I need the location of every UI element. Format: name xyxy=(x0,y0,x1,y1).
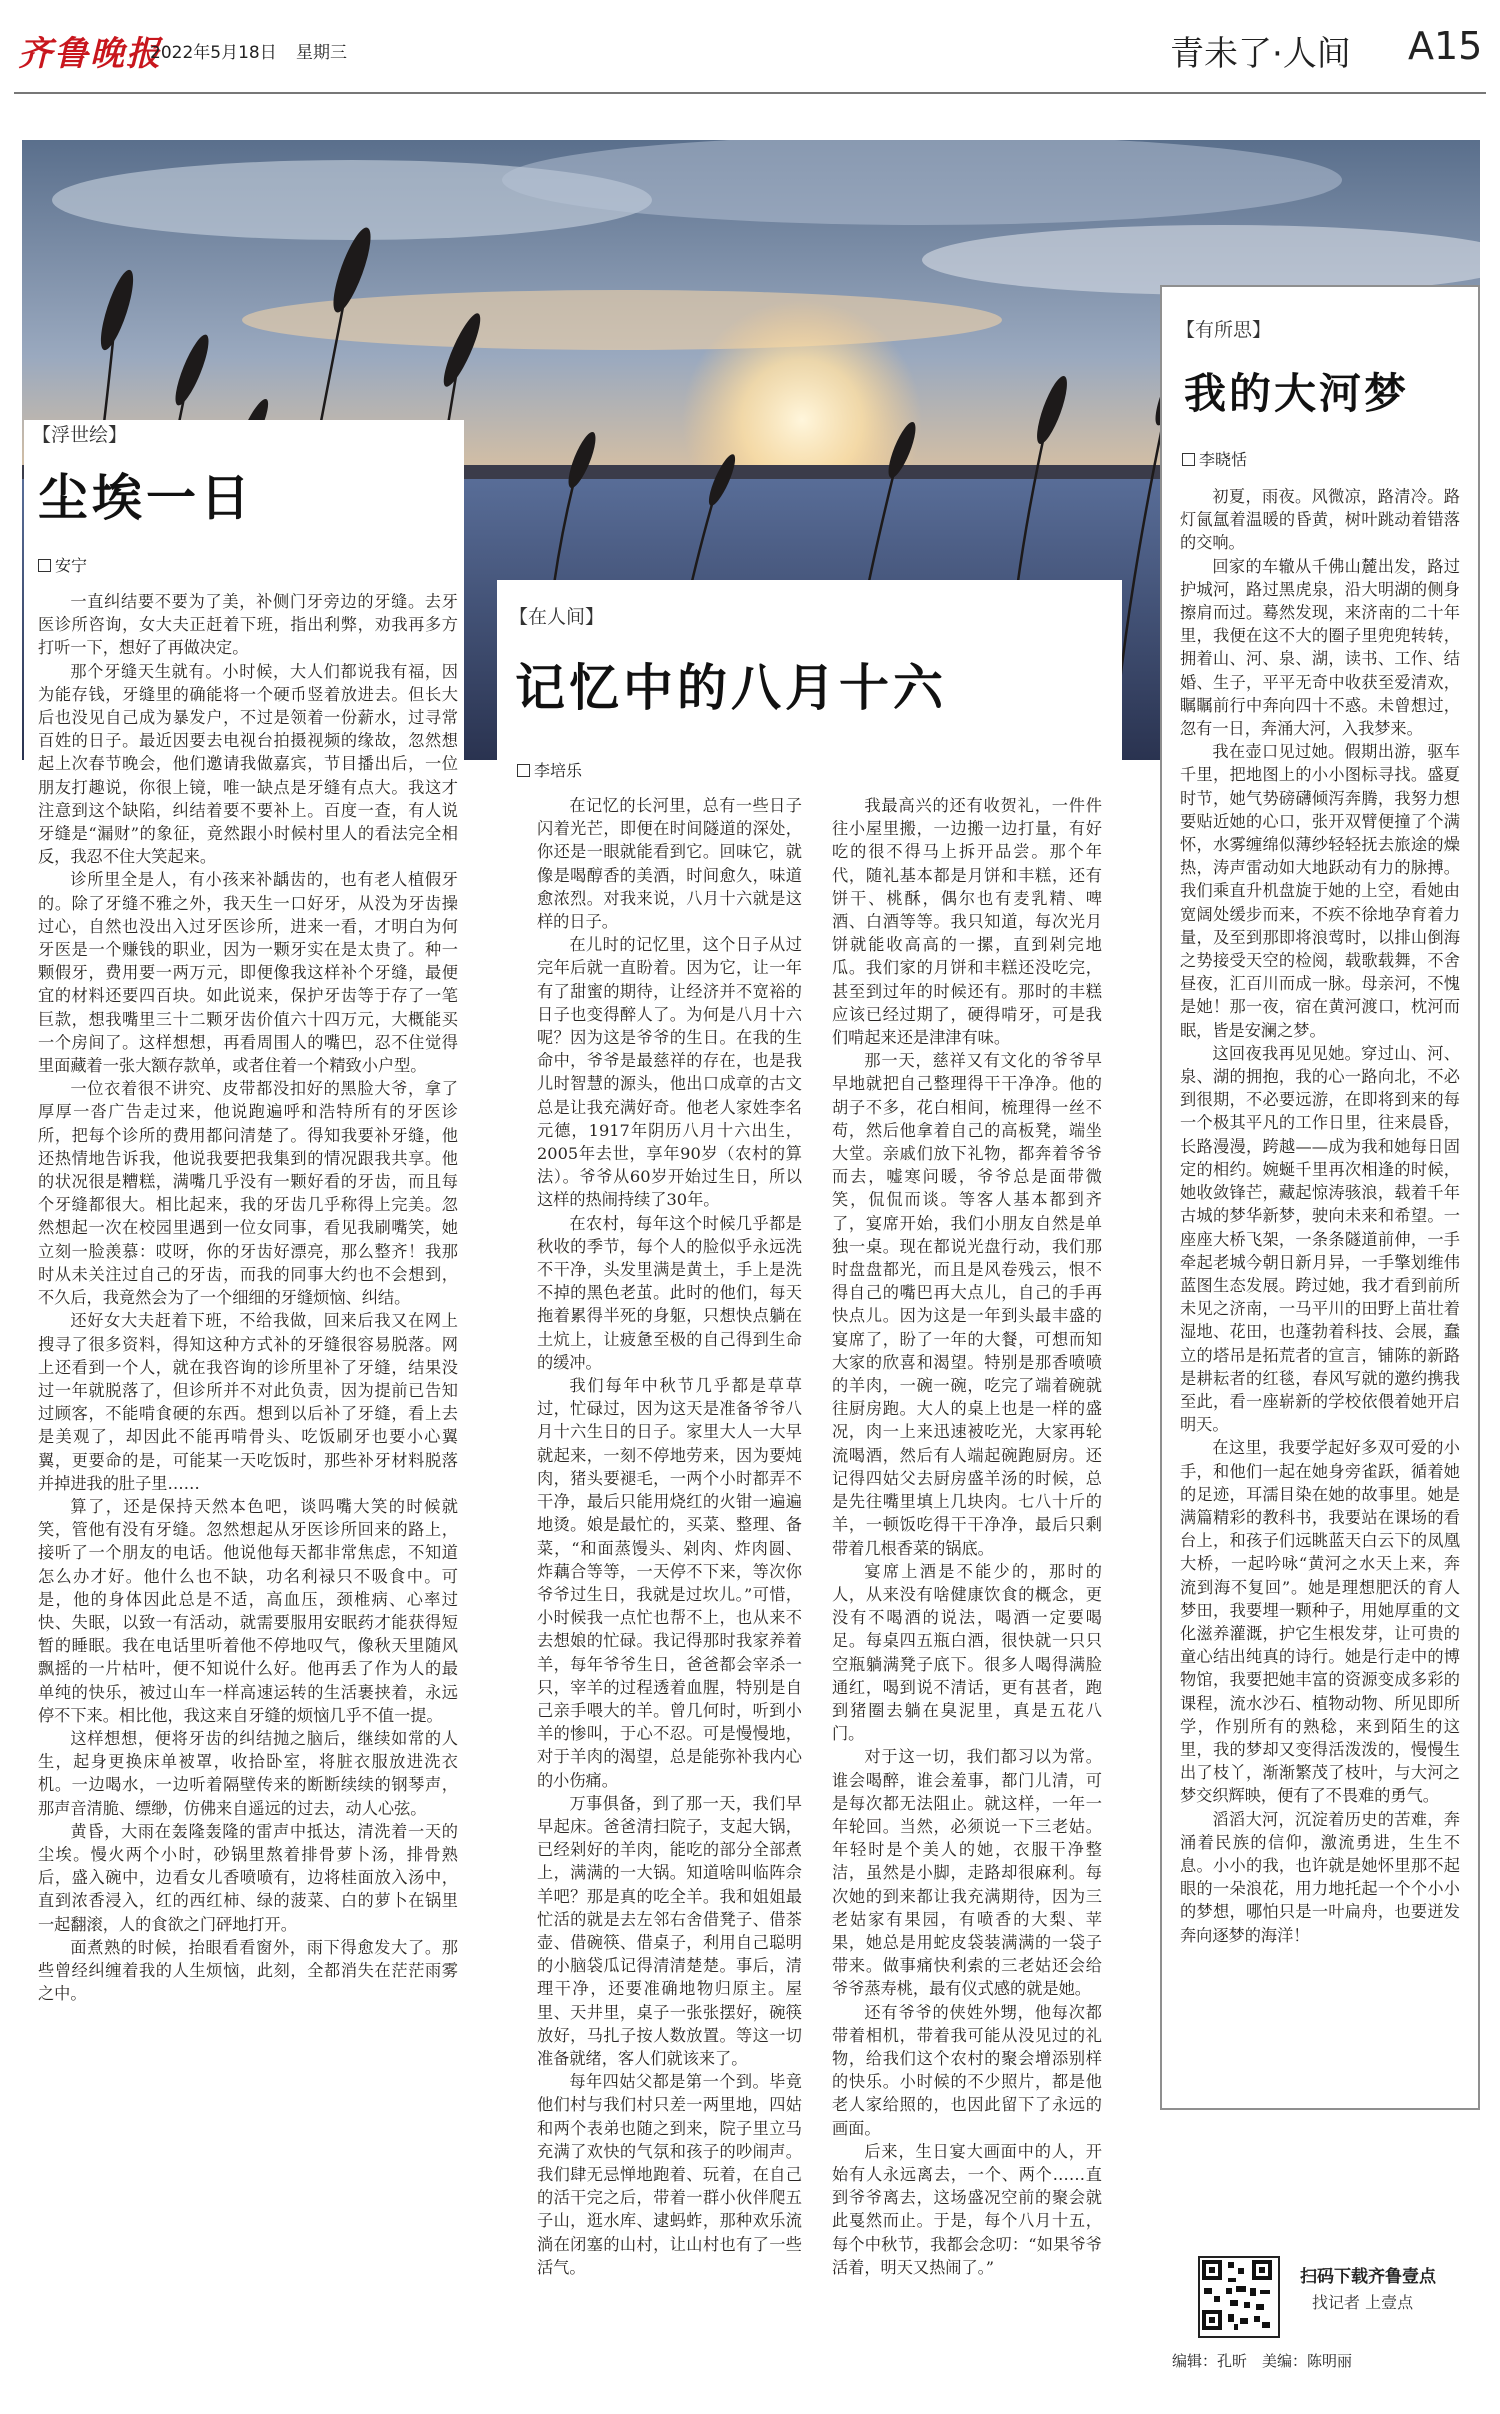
paragraph: 后来，生日宴大画面中的人，开始有人永远离去，一个、两个……直到爷爷离去，这场盛况空前的聚会就此戛然而止。于是，每个八月十五，每个中秋节，我都会念叨：“如果爷爷活着，明天又热闹了。” xyxy=(832,2141,1102,2277)
paragraph: 一直纠结要不要为了美，补侧门牙旁边的牙缝。去牙医诊所咨询，女大夫正赶着下班，指出利弊，劝我再多方打听一下，想好了再做决定。 xyxy=(38,592,458,658)
paragraph: 我在壶口见过她。假期出游，驱车千里，把地图上的小小图标寻找。盛夏时节，她气势磅礴倾泻奔腾，我努力想要贴近她的心口，张开双臂便撞了个满怀，水雾缠绵似薄纱轻轻抚去旅途的燥热，涛声雷动如大地跃动有力的脉搏。我们乘直升机盘旋于她的上空，看她由宽阔处缓步而来，不疾不徐地孕育着力量，及至到那即将浪莺时，以排山倒海之势接受天空的检阅，载歌载舞，不舍昼夜，汇百川而成一脉。母亲河，不愧是她！那一夜，宿在黄河渡口，枕河而眠，皆是安澜之梦。 xyxy=(1180,742,1460,1040)
article-body-left-column xyxy=(537,794,802,2384)
article-dust-day xyxy=(24,420,464,2395)
paragraph: 在农村，每年这个时候几乎都是秋收的季节，每个人的脸似乎永远洗不干净，头发里满是黄土，手上是洗不掉的黑色老茧。此时的他们，每天拖着累得半死的身躯，只想快点躺在土炕上，让疲惫至极的自己得到生命的缓冲。 xyxy=(537,1213,802,1372)
paragraph: 对于这一切，我们都习以为常。谁会喝醉，谁会羞事，都门儿清，可是每次都无法阻止。就这样，一年一年轮回。当然，必须说一下三老姑。年轻时是个美人的她，衣服干净整洁，虽然是小脚，走路却很麻利。每次她的到来都让我充满期待，因为三老姑家有果园，有喷香的大梨、苹果，她总是用蛇皮袋装满满的一袋子带来。做事痛快利索的三老姑还会给爷爷蒸寿桃，最有仪式感的就是她。 xyxy=(832,1747,1102,1999)
paragraph: 在儿时的记忆里，这个日子从过完年后就一直盼着。因为它，让一年有了甜蜜的期待，让经济并不宽裕的日子也变得醉人了。为何是八月十六呢？因为这是爷爷的生日。在我的生命中，爷爷是最慈祥的存在，也是我儿时智慧的源头，他出口成章的古文总是让我充满好奇。他老人家姓李名元德，1917年阴历八月十六出生，2005年去世，享年90岁（农村的算法）。爷爷从60岁开始过生日，所以这样的热闹持续了30年。 xyxy=(537,935,802,1210)
paragraph: 面煮熟的时候，抬眼看看窗外，雨下得愈发大了。那些曾经纠缠着我的人生烦恼，此刻，全都消失在茫茫雨雾之中。 xyxy=(38,1937,458,2004)
paragraph: 在记忆的长河里，总有一些日子闪着光芒，即便在时间隧道的深处，你还是一眼就能看到它。回味它，就像是喝醇香的美酒，时间愈久，味道愈浓烈。对我来说，八月十六就是这样的日子。 xyxy=(537,796,802,932)
paragraph: 诊所里全是人，有小孩来补龋齿的，也有老人植假牙的。除了牙缝不雅之外，我天生一口好牙，从没为牙齿操过心，自然也没出入过牙医诊所，进来一看，才明白为何牙医是一个赚钱的职业，因为一颗牙实在是太贵了。种一颗假牙，费用要一两万元，即便像我这样补个牙缝，最便宜的材料还要四百块。如此说来，保护牙齿等于存了一笔巨款，想我嘴里三十二颗牙齿价值六十四万元，大概能买一个房间了。这样想想，再看周围人的嘴巴，忍不住觉得里面藏着一张大额存款单，或者住着一个精致小户型。 xyxy=(38,870,458,1076)
article-body xyxy=(38,590,458,2385)
article-title: 我的大河梦 xyxy=(1184,369,1410,418)
article-river-dream xyxy=(1160,285,1480,2110)
paragraph: 滔滔大河，沉淀着历史的苦难，奔涌着民族的信仰，激流勇进，生生不息。小小的我，也许就是她怀里那不起眼的一朵浪花，用力地托起一个个小小的梦想，哪怕只是一叶扁舟，也要迸发奔向逐梦的海洋！ xyxy=(1180,1809,1460,1945)
qr-code-icon xyxy=(1200,2258,1274,2332)
article-author: 安宁 xyxy=(38,553,87,576)
section-name: 青未了·人间 xyxy=(1170,34,1351,74)
paragraph: 算了，还是保持天然本色吧，谈吗嘴大笑的时候就笑，管他有没有牙缝。忽然想起从牙医诊所回来的路上，接听了一个朋友的电话。他说他每天都非常焦虑，不知道怎么办才好。他什么也不缺，功名利禄只不吸食中。可是，他的身体因此总是不适，高血压，颈椎病、心率过快、失眠，以致一有活动，就需要服用安眠药才能获得短暂的睡眠。我在电话里听着他不停地叹气，像秋天里随风飘摇的一片枯叶，便不知说什么好。他再丢了作为人的最单纯的快乐，被过山车一样高速运转的生活裹挟着，永远停不下来。相比他，我这来自牙缝的烦恼几乎不值一提。 xyxy=(38,1496,458,1725)
paragraph: 还有爷爷的侠姓外甥，他每次都带着相机，带着我可能从没见过的礼物，给我们这个农村的聚会增添别样的快乐。小时候的不少照片，都是他老人家给照的，也因此留下了永远的画面。 xyxy=(832,2002,1102,2138)
page-number: A15 xyxy=(1408,24,1483,68)
paragraph: 那一天，慈祥又有文化的爷爷早早地就把自己整理得干干净净。他的胡子不多，花白相间，梳理得一丝不苟，然后他拿着自己的高板凳，端坐大堂。亲戚们放下礼物，都奔着爷爷而去，嘘寒问暖，爷爷总是面带微笑，侃侃而谈。等客人基本都到齐了，宴席开始，我们小朋友自然是单独一桌。现在都说光盘行动，我们那时盘盘都光，而且是风卷残云，恨不得自己的嘴巴再大点儿，自己的手再快点儿。因为这是一年到头最丰盛的宴席了，盼了一年的大餐，可想而知大家的欣喜和渴望。特别是那香喷喷的羊肉，一碗一碗，吃完了端着碗就往厨房跑。大人的桌上也是一样的盛况，肉一上来迅速被吃光，大家再轮流喝酒，然后有人端起碗跑厨房。还记得四姑父去厨房盛羊汤的时候，总是先往嘴里填上几块肉。七八十斤的羊，一顿饭吃得干干净净，最后只剩带着几根香菜的锅底。 xyxy=(832,1051,1102,1558)
header-rule xyxy=(14,92,1486,94)
paragraph: 万事俱备，到了那一天，我们早早起床。爸爸清扫院子，支起大锅，已经剁好的羊肉，能吃的部分全部煮上，满满的一大锅。知道啥叫临阵佘羊吧？那是真的吃全羊。我和姐姐最忙活的就是去左邻右舍借凳子、借茶壶、借碗筷、借桌子，利用自己聪明的小脑袋瓜记得清清楚楚。事后，清理干净，还要准确地物归原主。屋里、天井里，桌子一张张摆好，碗筷放好，马扎子按人数放置。等这一切准备就绪，客人们就该来了。 xyxy=(537,1793,802,2068)
article-title: 尘埃一日 xyxy=(38,468,254,527)
issue-date: 2022年5月18日 xyxy=(150,43,277,63)
article-august-sixteenth xyxy=(497,580,1122,2395)
masthead xyxy=(0,0,1500,110)
paragraph: 我最高兴的还有收贺礼，一件件往小屋里搬，一边搬一边打量，有好吃的很不得马上拆开品尝。那个年代，随礼基本都是月饼和丰糕，还有饼干、桃酥，偶尔也有麦乳精、啤酒、白酒等等。我只知道，每次光月饼就能收高高的一摞，直到剁完地瓜。我们家的月饼和丰糕还没吃完，甚至到过年的时候还有。那时的丰糕应该已经过期了，硬得啃牙，可是我们啃起来还是津津有味。 xyxy=(832,796,1102,1048)
article-author: 李晓恬 xyxy=(1182,447,1247,470)
issue-weekday: 星期三 xyxy=(296,43,347,63)
article-column-tag: 【浮世绘】 xyxy=(32,424,128,446)
paragraph: 每年四姑父都是第一个到。毕竟他们村与我们村只差一两里地，四姑和两个表弟也随之到来，院子里立马充满了欢快的气氛和孩子的吵闹声。我们肆无忌惮地跑着、玩着，在自己的活干完之后，带着一群小伙伴爬五子山，逛水库、逮蚂蚱，那种欢乐流淌在闭塞的山村，让山村也有了一些活气。 xyxy=(537,2072,802,2277)
newspaper-logo: 齐鲁晚报 xyxy=(18,34,162,74)
editor-credits: 编辑：孔昕 美编：陈明丽 xyxy=(1172,2352,1353,2370)
paragraph: 初夏，雨夜。风微凉，路清冷。路灯氤氲着温暖的昏黄，树叶跳动着错落的交响。 xyxy=(1180,487,1460,553)
article-body-right-column xyxy=(832,794,1102,2384)
paragraph: 在这里，我要学起好多双可爱的小手，和他们一起在她身旁雀跃，循着她的足迹，耳濡目染在她的故事里。她是满篇精彩的教科书，我要站在课场的看台上，和孩子们远眺蓝天白云下的凤凰大桥，一起吟咏“黄河之水天上来，奔流到海不复回”。她是理想肥沃的育人梦田，我要埋一颗种子，用她厚重的文化滋养灌溉，护它生根发芽，让可贵的童心结出纯真的诗行。她是行走中的博物馆，我要把她丰富的资源变成多彩的课程，流水沙石、植物动物、所见即所学，作别所有的熟稔，来到陌生的这里，我的梦却又变得活泼泼的，慢慢生出了枝丫，渐渐繁茂了枝叶，与大河之梦交织辉映，便有了不畏难的勇气。 xyxy=(1180,1438,1460,1806)
paragraph: 回家的车辙从千佛山麓出发，路过护城河，路过黑虎泉，沿大明湖的侧身擦肩而过。蓦然发现，来济南的二十年里，我便在这不大的圈子里兜兜转转，拥着山、河、泉、湖，读书、工作、结婚、生子，平平无奇中收获至爱清欢，瞩瞩前行中奔向四十不惑。未曾想过，忽有一日，奔涌大河，入我梦来。 xyxy=(1180,556,1460,739)
qr-code[interactable] xyxy=(1198,2256,1280,2338)
article-title: 记忆中的八月十六 xyxy=(515,658,947,717)
paragraph: 这回夜我再见见她。穿过山、河、泉、湖的拥抱，我的心一路向北，不必到很期，不必要远游，在即将到来的每一个极其平凡的工作日里，往来晨昏，长路漫漫，跨越——成为我和她每日固定的相约。婉蜒千里再次相逢的时候，她收敛锋芒，藏起惊涛骇浪，载着千年古城的梦华新梦，驶向未来和希望。一座座大桥飞架，一条条隧道前伸，一手牵起老城今朝日新月异，一手擎划维伟蓝图生态发展。跨过她，我才看到前所未见之济南，一马平川的田野上苗壮着湿地、花田，也蓬勃着科技、会展，蠢立的塔吊是拓荒者的宣言，铺陈的新路是耕耘者的红毯，春风写就的邀约携我至此，看一座崭新的学校依偎着她开启明天。 xyxy=(1180,1043,1460,1435)
article-author: 李培乐 xyxy=(517,758,582,781)
article-column-tag: 【有所思】 xyxy=(1176,319,1272,341)
paragraph: 我们每年中秋节几乎都是草草过，忙碌过，因为这天是准备爷爷八月十六生日的日子。家里大人一大早就起来，一刻不停地劳来，因为要炖肉，猪头要褪毛，一两个小时都弄不干净，最后只能用烧红的火钳一遍遍地烫。娘是最忙的，买菜、整理、备菜，“和面蒸馒头、剁肉、炸肉圆、炸藕合等等，一天停不下来，等次你爷爷过生日，我就是过坎儿。”可惜，小时候我一点忙也帮不上，也从来不去想娘的忙碌。我记得那时我家养着羊，每年爷爷生日，爸爸都会宰杀一只，宰羊的过程透着血腥，特别是自己亲手喂大的羊。曾几何时，听到小羊的惨叫，于心不忍。可是慢慢地，对于羊肉的渴望，总是能弥补我内心的小伤痛。 xyxy=(537,1376,802,1790)
paragraph: 黄昏，大雨在轰隆轰隆的雷声中抵达，清洗着一天的尘埃。慢火两个小时，砂锅里熬着排骨萝卜汤，排骨熟后，盛入碗中，边看女儿香喷喷有，边将桂面放入汤中，直到浓香浸入，红的西红柿、绿的菠菜、白的萝卜在锅里一起翻滚，人的食欲之门砰地打开。 xyxy=(38,1821,458,1934)
qr-download-label: 扫码下载齐鲁壹点 xyxy=(1300,2267,1436,2287)
paragraph: 这样想想，便将牙齿的纠结抛之脑后，继续如常的人生，起身更换床单被罩，收拾卧室，将脏衣服放进洗衣机。一边喝水，一边听着隔壁传来的断断续续的钢琴声，那声音清脆、缥缈，仿佛来自遥远的过去，动人心弦。 xyxy=(38,1728,458,1818)
article-body xyxy=(1180,485,1460,2100)
paragraph: 一位衣着很不讲究、皮带都没扣好的黑脸大爷，拿了厚厚一沓广告走过来，他说跑遍呼和浩特所有的牙医诊所，把每个诊所的费用都问清楚了。得知我要补牙缝，他还热情地告诉我，他说我要把我集到的情况跟我共享。他的状况很是糟糕，满嘴几乎没有一颗好看的牙齿，而且每个牙缝都很大。相比起来，我的牙齿几乎称得上完美。忽然想起一次在校园里遇到一位女同事，看见我刷嘴笑，她立刻一脸羡慕：哎呀，你的牙齿好漂亮，那么整齐！我那时从未关注过自己的牙齿，而我的同事大约也不会想到，不久后，我竟然会为了一个细细的牙缝烦恼、纠结。 xyxy=(38,1079,458,1308)
paragraph: 宴席上酒是不能少的，那时的人，从来没有啥健康饮食的概念，更没有不喝酒的说法，喝酒一定要喝足。每桌四五瓶白酒，很快就一只只空瓶躺满凳子底下。很多人喝得满脸通红，喝到说不清话，更有甚者，跑到猪圈去躺在臭泥里，真是五花八门。 xyxy=(832,1561,1102,1744)
paragraph: 还好女大夫赶着下班，不给我做，回来后我又在网上搜寻了很多资料，得知这种方式补的牙缝很容易脱落。网上还看到一个人，就在我咨询的诊所里补了牙缝，结果没过一年就脱落了，但诊所并不对此负责，因为提前已告知过顾客，不能啃食硬的东西。想到以后补了牙缝，看上去是美观了，却因此不能再啃骨头、吃饭刷牙也要小心翼翼，更要命的是，可能某一天吃饭时，那些补牙材料脱落并掉进我的肚子里…… xyxy=(38,1311,458,1493)
qr-sub-label: 找记者 上壹点 xyxy=(1312,2293,1414,2312)
article-column-tag: 【在人间】 xyxy=(509,606,605,628)
paragraph: 那个牙缝天生就有。小时候，大人们都说我有福，因为能存钱，牙缝里的确能将一个硬币竖着放进去。但长大后也没见自己成为暴发户，不过是领着一份薪水，过寻常百姓的日子。最近因要去电视台拍摄视频的缘故，忽然想起上次春节晚会，他们邀请我做嘉宾，节目播出后，一位朋友打趣说，你很上镜，唯一缺点是牙缝有点大。我这才注意到这个缺陷，纠结着要不要补上。百度一查，有人说牙缝是“漏财”的象征，竟然跟小时候村里人的看法完全相反，我忍不住大笑起来。 xyxy=(38,661,458,867)
